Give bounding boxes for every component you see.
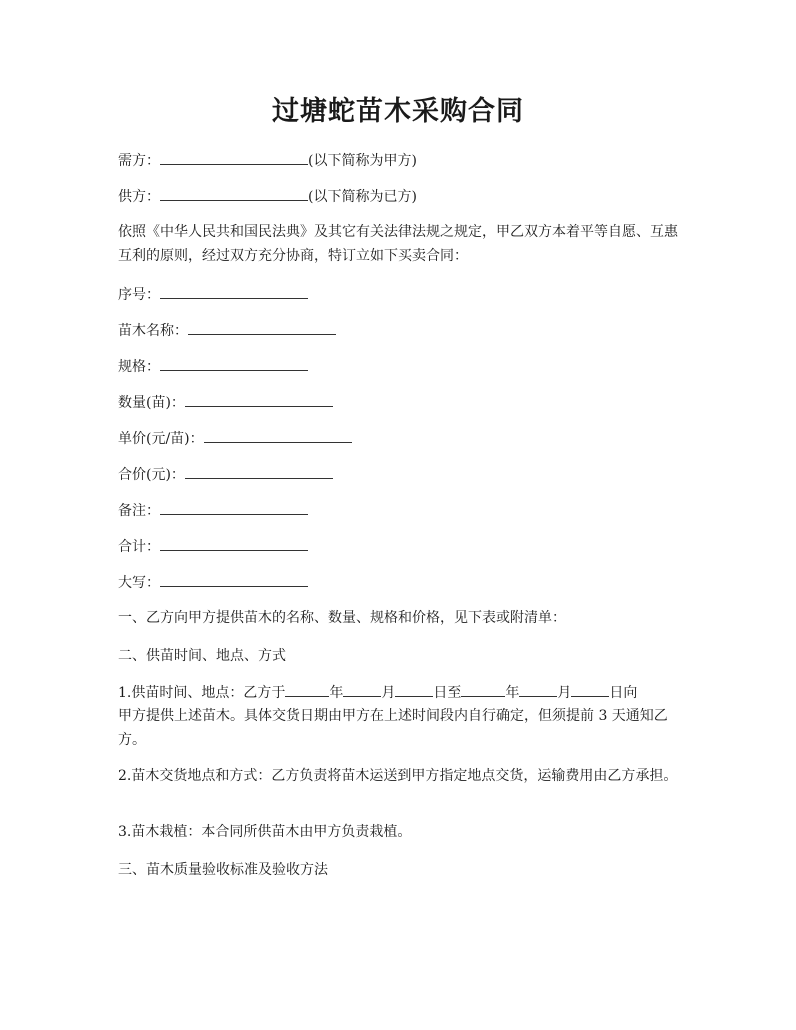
item1-continuation: 甲方提供上述苗木。具体交货日期由甲方在上述时间段内自行确定，但须提前 3 天通知乙方。: [118, 708, 668, 748]
item2-paragraph: 2.苗木交货地点和方式：乙方负责将苗木运送到甲方指定地点交货，运输费用由乙方承担。: [118, 768, 678, 784]
field-remark: [118, 498, 688, 523]
field-sum-blank: [160, 534, 308, 551]
end-month-label: 月: [557, 685, 572, 701]
item1-prefix: 1.供苗时间、地点：乙方于: [118, 685, 286, 701]
field-unit-price-blank: [204, 426, 352, 443]
start-month-blank: [343, 680, 381, 697]
end-year-label: 年: [505, 685, 520, 701]
end-day-blank: [571, 680, 609, 697]
start-day-blank: [395, 680, 433, 697]
field-serial-blank: [160, 282, 308, 299]
seller-note: (以下简称为已方): [308, 189, 417, 205]
field-serial: [118, 282, 688, 307]
item3-line: 3.苗木栽植：本合同所供苗木由甲方负责栽植。: [118, 824, 412, 840]
field-quantity-label: 数量(苗)：: [118, 395, 185, 411]
section-two-heading: 二、供苗时间、地点、方式: [118, 648, 286, 664]
day-to-label: 日至: [433, 685, 462, 701]
field-capital: [118, 570, 688, 595]
field-name-label: 苗木名称：: [118, 323, 188, 339]
section-one-heading: 一、乙方向甲方提供苗木的名称、数量、规格和价格，见下表或附清单：: [118, 610, 566, 626]
start-year-blank: [285, 680, 329, 697]
field-spec-label: 规格：: [118, 359, 160, 375]
seller-label: 供方：: [118, 189, 160, 205]
field-unit-price: [118, 426, 688, 451]
field-name-blank: [188, 318, 336, 335]
end-year-blank: [461, 680, 505, 697]
field-sum: [118, 534, 688, 559]
seller-blank: [160, 184, 308, 201]
field-remark-label: 备注：: [118, 503, 160, 519]
start-year-label: 年: [329, 685, 344, 701]
buyer-line: [118, 148, 688, 173]
day-to-end-label: 日向: [609, 685, 638, 701]
field-quantity: [118, 390, 688, 415]
buyer-blank: [160, 148, 308, 165]
field-sum-label: 合计：: [118, 539, 160, 555]
field-unit-price-label: 单价(元/苗)：: [118, 431, 204, 447]
field-total-price: [118, 462, 688, 487]
page-title: 过塘蛇苗木采购合同: [272, 96, 524, 127]
field-name: [118, 318, 688, 343]
field-spec: [118, 354, 688, 379]
field-serial-label: 序号：: [118, 287, 160, 303]
field-spec-blank: [160, 354, 308, 371]
buyer-note: (以下简称为甲方): [308, 153, 417, 169]
end-month-blank: [519, 680, 557, 697]
item1-first-line: [118, 680, 688, 705]
seller-line: [118, 184, 688, 209]
intro-paragraph: 依照《中华人民共和国民法典》及其它有关法律法规之规定，甲乙双方本着平等自愿、互惠互利的原则，经过双方充分协商，特订立如下买卖合同：: [118, 224, 678, 264]
field-capital-label: 大写：: [118, 575, 160, 591]
start-month-label: 月: [381, 685, 396, 701]
section-three-heading: 三、苗木质量验收标准及验收方法: [118, 862, 328, 878]
field-capital-blank: [160, 570, 308, 587]
field-quantity-blank: [185, 390, 333, 407]
field-remark-blank: [160, 498, 308, 515]
buyer-label: 需方：: [118, 153, 160, 169]
field-total-price-label: 合价(元)：: [118, 467, 185, 483]
field-total-price-blank: [185, 462, 333, 479]
